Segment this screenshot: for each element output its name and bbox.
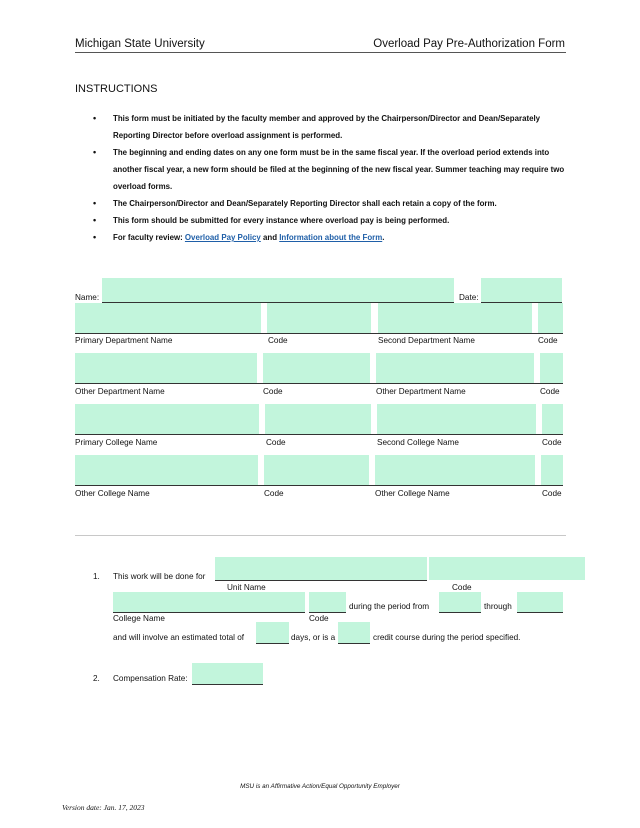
primary-department-code-label: Code — [268, 336, 288, 345]
name-input[interactable] — [102, 278, 454, 303]
period-from-text: during the period from — [349, 602, 430, 611]
primary-college-code-input[interactable] — [265, 404, 371, 434]
name-label: Name: — [75, 293, 100, 302]
unit-code-input[interactable] — [429, 557, 585, 580]
header-divider — [75, 52, 566, 53]
compensation-rate-input[interactable] — [192, 663, 263, 685]
other-department-name-input[interactable] — [75, 353, 257, 383]
period-from-input[interactable] — [439, 592, 481, 613]
unit-name-input[interactable] — [215, 557, 427, 581]
field-underline — [75, 383, 563, 384]
other-department-name-label-2: Other Department Name — [376, 387, 466, 396]
other-college-code-input-2[interactable] — [541, 455, 563, 485]
other-college-code-label-2: Code — [542, 489, 562, 498]
instructions-list — [93, 110, 569, 246]
other-college-code-input[interactable] — [264, 455, 369, 485]
instruction-item: • The Chairperson/Director and Dean/Separately Reporting Director shall each retain a copy of the form. — [93, 195, 569, 212]
second-college-code-label: Code — [542, 438, 562, 447]
primary-college-code-label: Code — [266, 438, 286, 447]
unit-name-label: Unit Name — [227, 583, 266, 592]
other-department-name-label: Other Department Name — [75, 387, 165, 396]
version-date: Version date: Jan. 17, 2023 — [62, 803, 145, 812]
primary-department-name-input[interactable] — [75, 303, 261, 333]
second-department-code-input[interactable] — [538, 303, 563, 333]
other-department-code-input-2[interactable] — [540, 353, 563, 383]
credit-course-text: credit course during the period specified. — [373, 633, 521, 642]
date-label: Date: — [459, 293, 479, 302]
college-name-label: College Name — [113, 614, 165, 623]
other-college-name-label: Other College Name — [75, 489, 150, 498]
other-department-code-label-2: Code — [540, 387, 560, 396]
college-code-input[interactable] — [309, 592, 346, 613]
instruction-item: • The beginning and ending dates on any one form must be in the same fiscal year. If the overload period extends into another fiscal year, a new form should be filed at the beginning of the new fiscal year. Summer teaching may require two overload forms. — [93, 144, 569, 195]
date-input[interactable] — [481, 278, 562, 303]
field-underline — [75, 333, 563, 334]
days-text: days, or is a — [291, 633, 336, 642]
period-through-text: through — [484, 602, 512, 611]
college-code-label: Code — [309, 614, 329, 623]
section-1-text: This work will be done for — [113, 572, 206, 581]
compensation-rate-label: Compensation Rate: — [113, 674, 188, 683]
instructions-heading: INSTRUCTIONS — [75, 83, 158, 95]
second-college-name-input[interactable] — [377, 404, 536, 434]
estimated-days-input[interactable] — [256, 622, 289, 644]
estimated-total-text: and will involve an estimated total of — [113, 633, 245, 642]
other-college-code-label: Code — [264, 489, 284, 498]
field-underline — [75, 485, 563, 486]
college-name-input[interactable] — [113, 592, 305, 613]
period-through-input[interactable] — [517, 592, 563, 613]
other-department-code-input[interactable] — [263, 353, 370, 383]
header-university: Michigan State University — [75, 38, 205, 50]
form-information-link[interactable]: Information about the Form — [279, 233, 383, 242]
second-department-code-label: Code — [538, 336, 558, 345]
primary-department-name-label: Primary Department Name — [75, 336, 173, 345]
instruction-item-review: • For faculty review: Overload Pay Policy and Information about the Form. — [93, 229, 569, 246]
instruction-item: • This form should be submitted for every instance where overload pay is being performed. — [93, 212, 569, 229]
field-underline — [75, 434, 563, 435]
header-form-title: Overload Pay Pre-Authorization Form — [373, 38, 565, 50]
second-department-name-label: Second Department Name — [378, 336, 475, 345]
instruction-item: • This form must be initiated by the faculty member and approved by the Chairperson/Director and Dean/Separately Reporting Director before overload assignment is performed. — [93, 110, 569, 144]
section-2-number: 2. — [93, 674, 100, 683]
other-college-name-input-2[interactable] — [375, 455, 535, 485]
other-college-name-input[interactable] — [75, 455, 258, 485]
credit-course-input[interactable] — [338, 622, 370, 644]
section-1-number: 1. — [93, 572, 100, 581]
section-divider — [75, 535, 566, 536]
other-college-name-label-2: Other College Name — [375, 489, 450, 498]
primary-college-name-input[interactable] — [75, 404, 259, 434]
second-college-name-label: Second College Name — [377, 438, 459, 447]
unit-code-label: Code — [452, 583, 472, 592]
overload-pay-policy-link[interactable]: Overload Pay Policy — [184, 233, 261, 242]
primary-department-code-input[interactable] — [267, 303, 371, 333]
primary-college-name-label: Primary College Name — [75, 438, 158, 447]
second-college-code-input[interactable] — [542, 404, 563, 434]
other-department-code-label: Code — [263, 387, 283, 396]
eeo-statement: MSU is an Affirmative Action/Equal Opportunity Employer — [240, 783, 400, 790]
second-department-name-input[interactable] — [378, 303, 532, 333]
other-department-name-input-2[interactable] — [376, 353, 534, 383]
